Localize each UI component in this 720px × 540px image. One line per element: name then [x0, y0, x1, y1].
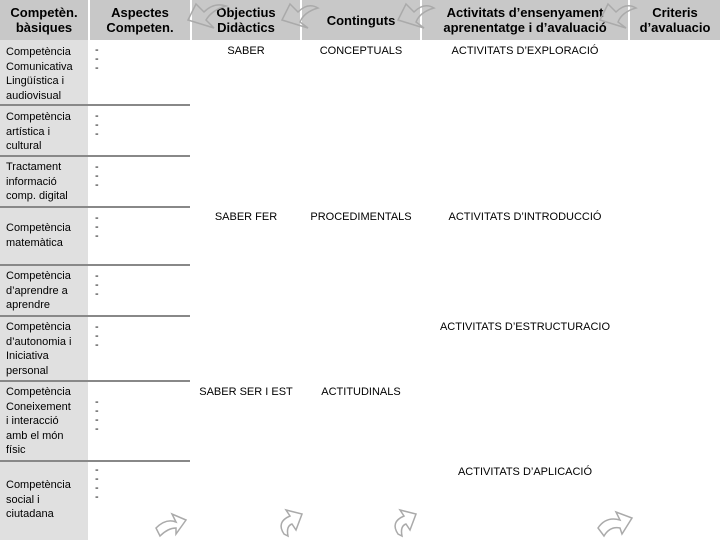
objectiu-saber: SABER [227, 45, 265, 57]
contingut-procedimentals: PROCEDIMENTALS [310, 211, 412, 223]
objectiu-saber-ser: SABER SER I EST [199, 386, 293, 398]
column-objectius [192, 40, 300, 540]
aspect-dashes: - - - [95, 212, 99, 242]
row-divider [0, 206, 190, 208]
aspect-dashes: - - - - [95, 396, 99, 435]
row-divider [0, 264, 190, 266]
competency-social: Competència social i ciutadana [6, 479, 71, 520]
aspect-dashes: - - - [95, 161, 99, 191]
activitat-exploracio: ACTIVITATS D’EXPLORACIÓ [451, 45, 599, 57]
competency-comunicativa: Competència Comunicativa Lingüística i audiovisual [6, 46, 73, 102]
column-continguts [302, 40, 420, 540]
contingut-conceptuals: CONCEPTUALS [319, 45, 403, 57]
competency-digital: Tractament informació comp. digital [6, 161, 68, 202]
competency-coneixement: Competència Coneixement i interacció amb el món físic [6, 386, 71, 456]
competency-autonomia: Competència d’autonomia i Iniciativa personal [6, 321, 72, 377]
aspect-dashes: - - - [95, 321, 99, 351]
competency-matematica: Competència matemàtica [6, 222, 71, 249]
aspect-dashes: - - - [95, 270, 99, 300]
header-competencies: Competèn. bàsiques [0, 0, 88, 40]
activitat-estructuracio: ACTIVITATS D’ESTRUCTURACIO [439, 321, 611, 333]
header-activitats: Activitats d’ensenyament aprenentatge i d’avaluació [422, 0, 628, 40]
competency-aprendre: Competència d’aprendre a aprendre [6, 270, 71, 311]
contingut-actitudinals: ACTITUDINALS [321, 386, 401, 398]
objectiu-saber-fer: SABER FER [214, 211, 278, 223]
column-criteris [630, 40, 720, 540]
header-criteris: Criteris d’avaluacio [630, 0, 720, 40]
aspect-dashes: - - - [95, 44, 99, 74]
row-divider [0, 460, 190, 462]
competency-artistica: Competència artística i cultural [6, 111, 71, 152]
column-activitats [422, 40, 628, 540]
activitat-introduccio: ACTIVITATS D’INTRODUCCIÓ [448, 211, 602, 223]
row-divider [0, 315, 190, 317]
column-aspectes [90, 40, 190, 540]
header-objectius: Objectius Didàctics [192, 0, 300, 40]
row-divider [0, 104, 190, 106]
header-aspectes: Aspectes Competen. [90, 0, 190, 40]
aspect-dashes: - - - - [95, 464, 99, 503]
header-continguts: Continguts [302, 0, 420, 40]
aspect-dashes: - - - [95, 110, 99, 140]
row-divider [0, 155, 190, 157]
activitat-aplicacio: ACTIVITATS D’APLICACIÓ [457, 466, 593, 478]
row-divider [0, 380, 190, 382]
